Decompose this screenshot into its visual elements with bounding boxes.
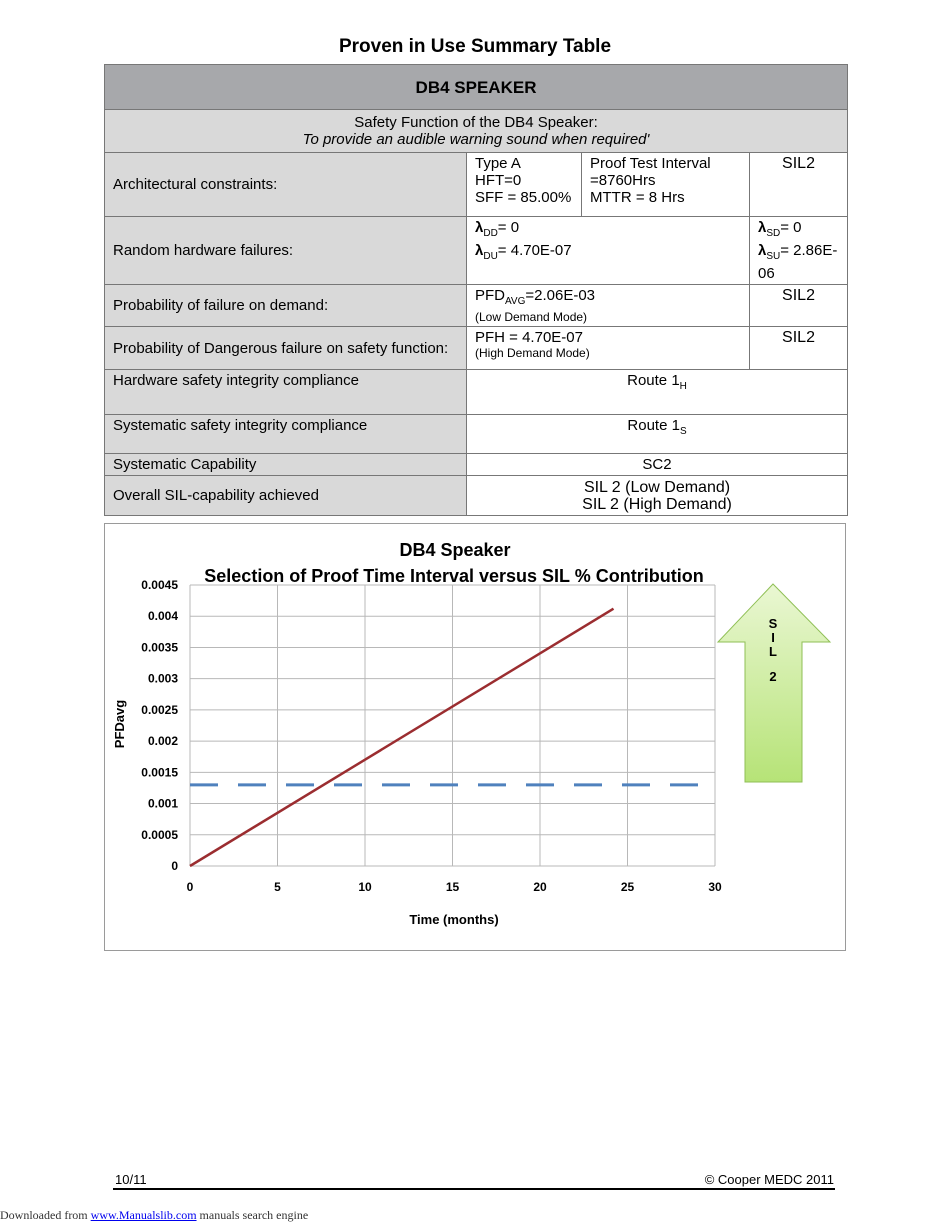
sys-capability-label: Systematic Capability [105, 454, 467, 476]
y-axis-ticks [141, 578, 178, 873]
proof-test-value: =8760Hrs [590, 172, 656, 189]
sys-integrity-value: Route $1_S$ [467, 415, 848, 454]
arrow-letter-i: I [771, 630, 775, 645]
product-header: DB4 SPEAKER [105, 65, 848, 110]
pfh-value: PFH = 4.70E-07 [475, 329, 583, 346]
architectural-type-cell [467, 153, 582, 217]
safety-function-row [105, 110, 848, 153]
y-tick-label: 0 [171, 859, 178, 873]
table-row [105, 153, 848, 217]
copyright: © Cooper MEDC 2011 [704, 1172, 834, 1187]
pfh-sil: SIL2 [750, 327, 848, 370]
sys-capability-value: SC2 [467, 454, 848, 476]
pfd-label: Probability of failure on demand: [105, 285, 467, 327]
random-failures-label: Random hardware failures: [105, 217, 467, 285]
x-tick-label: 20 [533, 880, 547, 894]
arrow-letter-l: L [769, 644, 777, 659]
y-tick-label: 0.0045 [141, 578, 178, 592]
table-row [105, 415, 848, 454]
overall-sil-cell [467, 476, 848, 516]
overall-high-demand: SIL 2 (High Demand) [582, 495, 732, 513]
x-tick-label: 30 [708, 880, 722, 894]
page-title: Proven in Use Summary Table [338, 36, 612, 57]
x-axis-ticks [187, 880, 722, 894]
table-row [105, 454, 848, 476]
pfh-mode: (High Demand Mode) [475, 346, 590, 360]
chart-frame [104, 523, 846, 951]
table-row [105, 217, 848, 285]
download-suffix: manuals search engine [199, 1208, 309, 1222]
y-tick-label: 0.0005 [141, 827, 178, 842]
mttr-value: MTTR = 8 Hrs [590, 189, 685, 206]
download-prefix: Downloaded from [0, 1208, 88, 1222]
page-number: 10/11 [115, 1172, 147, 1187]
y-axis-label: PFDavg [112, 699, 127, 749]
lambda-dd: $\lambda_{DD}= 0$ [475, 219, 520, 239]
arrow-level: 2 [769, 669, 777, 684]
x-tick-label: 0 [186, 880, 194, 894]
sys-integrity-label: Systematic safety integrity compliance [105, 415, 467, 454]
hw-integrity-label: Hardware safety integrity compliance [105, 370, 467, 415]
pfd-cell [467, 285, 750, 327]
x-tick-label: 15 [445, 880, 460, 894]
chart-grid [190, 585, 715, 866]
pfd-value: $PFD_{AVG}=2.06E-03$ [475, 287, 596, 307]
y-tick-label: 0.004 [147, 609, 178, 624]
architectural-sil: SIL2 [750, 153, 848, 217]
hw-integrity-value: Route $1_H$ [467, 370, 848, 415]
summary-table [104, 64, 848, 516]
lambda-su: $\lambda_{SU}= 2.86E-06$ [758, 242, 838, 282]
pfh-label: Probability of Dangerous failure on safety function: [105, 327, 467, 370]
random-safe-cell [750, 217, 848, 285]
chart-subtitle: Selection of Proof Time Interval versus SIL % Contribution [204, 566, 704, 586]
table-row [105, 285, 848, 327]
arrow-letter-s: S [768, 616, 778, 631]
table-header-row [105, 65, 848, 110]
y-tick-label: 0.0025 [141, 702, 178, 717]
table-row [105, 476, 848, 516]
proof-test-cell [582, 153, 750, 217]
safety-function [105, 110, 848, 153]
x-tick-label: 10 [358, 880, 372, 894]
x-tick-label: 25 [620, 880, 635, 894]
y-tick-label: 0.0015 [141, 765, 178, 780]
random-dangerous-cell [467, 217, 750, 285]
hft-value: HFT=0 [475, 172, 522, 189]
pfd-mode: (Low Demand Mode) [475, 310, 588, 324]
y-tick-label: 0.003 [147, 671, 178, 686]
overall-low-demand: SIL 2 (Low Demand) [583, 478, 731, 496]
footer-divider [113, 1188, 835, 1190]
download-note [0, 1208, 308, 1223]
y-tick-label: 0.002 [147, 734, 178, 749]
pfd-chart [105, 524, 845, 950]
safety-function-title: Safety Function of the DB4 Speaker: [354, 114, 598, 131]
table-row [105, 370, 848, 415]
sil-arrow [718, 584, 830, 782]
type-value: Type A [475, 155, 521, 172]
sff-value: SFF = 85.00% [475, 189, 572, 206]
proof-test-label: Proof Test Interval [590, 155, 711, 172]
overall-sil-label: Overall SIL-capability achieved [105, 476, 467, 516]
y-tick-label: 0.001 [147, 796, 178, 811]
manualslib-link[interactable]: www.Manualslib.com [90, 1208, 197, 1222]
lambda-du: $\lambda_{DU}= 4.70E-07$ [475, 242, 572, 262]
pfh-cell [467, 327, 750, 370]
architectural-label: Architectural constraints: [105, 153, 467, 217]
y-tick-label: 0.0035 [141, 640, 178, 655]
safety-function-description: To provide an audible warning sound when required' [302, 131, 650, 148]
x-tick-label: 5 [274, 880, 281, 894]
pfd-sil: SIL2 [750, 285, 848, 327]
table-row [105, 327, 848, 370]
lambda-sd: $\lambda_{SD}= 0$ [758, 219, 802, 239]
x-axis-label: Time (months) [409, 912, 499, 927]
chart-title: DB4 Speaker [399, 540, 511, 560]
